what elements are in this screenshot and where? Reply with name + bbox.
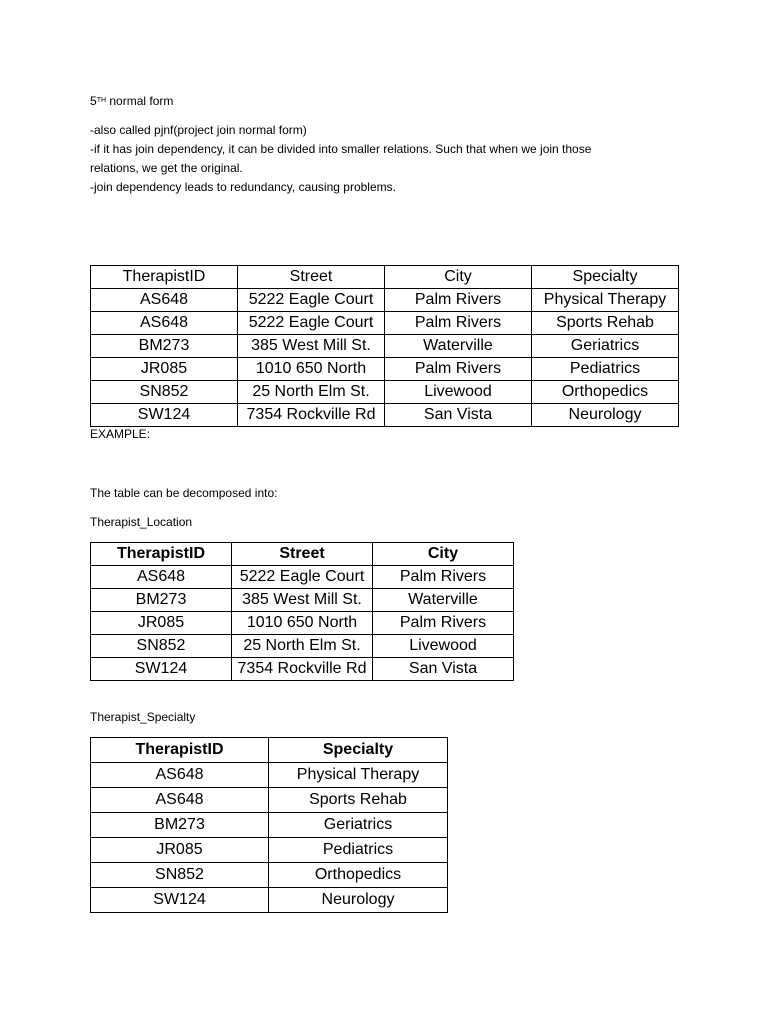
table-cell: 385 West Mill St. <box>238 335 385 358</box>
header-cell: Specialty <box>532 266 679 289</box>
table-cell: BM273 <box>91 589 232 612</box>
table-cell: AS648 <box>91 788 269 813</box>
header-cell: City <box>385 266 532 289</box>
table-cell: Livewood <box>373 635 514 658</box>
therapist-table <box>90 265 679 427</box>
table-cell: AS648 <box>91 312 238 335</box>
heading-number: 5 <box>90 94 97 108</box>
header-cell: TherapistID <box>91 543 232 566</box>
table-cell: Pediatrics <box>269 838 448 863</box>
table-row <box>91 381 679 404</box>
header-cell: Street <box>238 266 385 289</box>
table-row <box>91 888 448 913</box>
table-row <box>91 589 514 612</box>
example-label: EXAMPLE: <box>90 427 151 441</box>
header-cell: Specialty <box>269 738 448 763</box>
table-row <box>91 863 448 888</box>
table-row <box>91 612 514 635</box>
table-cell: 5222 Eagle Court <box>232 566 373 589</box>
table-cell: Palm Rivers <box>385 289 532 312</box>
table-cell: Palm Rivers <box>373 612 514 635</box>
note-line: -join dependency leads to redundancy, causing problems. <box>90 180 396 194</box>
table-cell: SN852 <box>91 381 238 404</box>
table-cell: San Vista <box>373 658 514 681</box>
table-cell: Neurology <box>269 888 448 913</box>
table-row <box>91 335 679 358</box>
table-cell: 7354 Rockville Rd <box>238 404 385 427</box>
table-cell: 5222 Eagle Court <box>238 289 385 312</box>
table-cell: Palm Rivers <box>385 312 532 335</box>
table-header-row <box>91 543 514 566</box>
note-line: relations, we get the original. <box>90 161 243 175</box>
decomposition-text: The table can be decomposed into: <box>90 486 278 500</box>
table-cell: Pediatrics <box>532 358 679 381</box>
table-row <box>91 763 448 788</box>
table-cell: 385 West Mill St. <box>232 589 373 612</box>
table-cell: 7354 Rockville Rd <box>232 658 373 681</box>
table-cell: Waterville <box>385 335 532 358</box>
table-cell: SN852 <box>91 863 269 888</box>
header-cell: TherapistID <box>91 266 238 289</box>
location-table-label: Therapist_Location <box>90 515 193 529</box>
table-row <box>91 813 448 838</box>
table-header-row <box>91 266 679 289</box>
table-cell: Sports Rehab <box>269 788 448 813</box>
table-cell: JR085 <box>91 838 269 863</box>
table-cell: SW124 <box>91 404 238 427</box>
table-cell: 25 North Elm St. <box>232 635 373 658</box>
table-cell: BM273 <box>91 813 269 838</box>
table-cell: SN852 <box>91 635 232 658</box>
table-row <box>91 658 514 681</box>
table-cell: San Vista <box>385 404 532 427</box>
notes-block <box>90 121 591 197</box>
table-cell: Physical Therapy <box>532 289 679 312</box>
table-cell: 5222 Eagle Court <box>238 312 385 335</box>
table-cell: Sports Rehab <box>532 312 679 335</box>
table-row <box>91 312 679 335</box>
table-cell: AS648 <box>91 289 238 312</box>
table-row <box>91 289 679 312</box>
table-cell: SW124 <box>91 658 232 681</box>
table-cell: BM273 <box>91 335 238 358</box>
table-cell: Waterville <box>373 589 514 612</box>
table-cell: JR085 <box>91 612 232 635</box>
table-row <box>91 635 514 658</box>
table-cell: Livewood <box>385 381 532 404</box>
table-cell: Geriatrics <box>269 813 448 838</box>
table-cell: JR085 <box>91 358 238 381</box>
header-cell: City <box>373 543 514 566</box>
table-row <box>91 404 679 427</box>
table-cell: 25 North Elm St. <box>238 381 385 404</box>
therapist-specialty-table <box>90 737 448 913</box>
table-cell: 1010 650 North <box>238 358 385 381</box>
table-row <box>91 788 448 813</box>
table-cell: 1010 650 North <box>232 612 373 635</box>
section-heading <box>90 92 173 111</box>
heading-superscript: TH <box>96 97 107 104</box>
heading-text: normal form <box>106 94 174 108</box>
table-cell: Orthopedics <box>532 381 679 404</box>
therapist-location-table <box>90 542 514 681</box>
table-cell: Orthopedics <box>269 863 448 888</box>
header-cell: TherapistID <box>91 738 269 763</box>
table-cell: AS648 <box>91 763 269 788</box>
note-line: -also called pjnf(project join normal form) <box>90 123 307 137</box>
table-cell: Neurology <box>532 404 679 427</box>
table-cell: Palm Rivers <box>373 566 514 589</box>
table-row <box>91 838 448 863</box>
note-line: -if it has join dependency, it can be divided into smaller relations. Such that when we join those <box>90 142 592 156</box>
table-row <box>91 358 679 381</box>
specialty-table-label: Therapist_Specialty <box>90 710 196 724</box>
table-header-row <box>91 738 448 763</box>
table-row <box>91 566 514 589</box>
table-cell: SW124 <box>91 888 269 913</box>
table-cell: Palm Rivers <box>385 358 532 381</box>
table-cell: AS648 <box>91 566 232 589</box>
table-cell: Physical Therapy <box>269 763 448 788</box>
header-cell: Street <box>232 543 373 566</box>
table-cell: Geriatrics <box>532 335 679 358</box>
